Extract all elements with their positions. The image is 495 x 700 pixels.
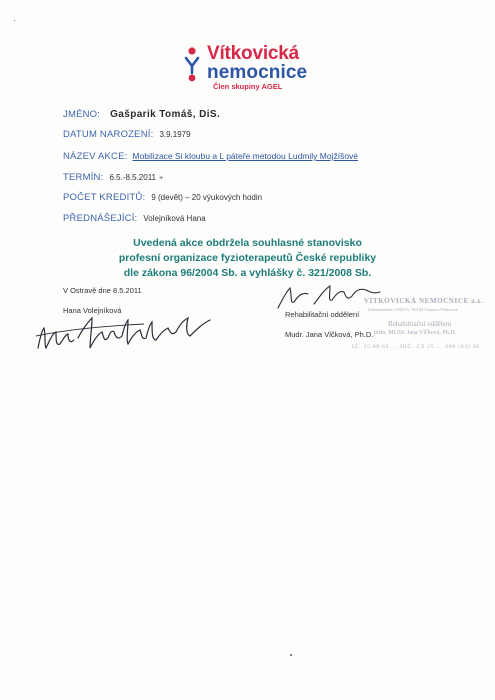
field-event-value: Mobilizace Si kloubu a L páteře metodou Ludmily Mojžíšové: [132, 151, 359, 161]
stamp-line5: IČ: 25 88 65 ... DIČ: CZ 25 ... 686 (63) 36: [352, 344, 480, 350]
field-term: [63, 170, 163, 185]
right-department: Rehabilitační oddělení: [285, 310, 360, 319]
stray-mark: [290, 654, 292, 656]
field-name: [63, 107, 220, 121]
field-term-mark: +: [159, 175, 164, 182]
field-term-value: 6.5.-8.5.2011: [109, 173, 157, 182]
field-lecturer: [63, 211, 206, 225]
field-name-label: JMÉNO:: [63, 109, 101, 120]
field-event-label: NÁZEV AKCE:: [63, 151, 128, 162]
left-signer-name: Hana Volejníková: [63, 306, 122, 315]
hospital-stamp: [352, 297, 485, 377]
stamp-line1: VÍTKOVICKÁ NEMOCNICE a.s.: [364, 297, 484, 305]
logo-name-line2: nemocnice: [207, 62, 308, 83]
approval-statement: [70, 236, 425, 281]
field-event: [63, 149, 358, 163]
logo-name-line1: Vítkovická: [207, 43, 299, 64]
hospital-logo: [183, 44, 313, 92]
approval-statement-line2: profesní organizace fyzioterapeutů České republiky: [118, 252, 377, 264]
approval-statement-line3: dle zákona 96/2004 Sb. a vyhlášky č. 321/2008 Sb.: [123, 267, 372, 279]
field-lecturer-value: Volejníková Hana: [143, 214, 206, 223]
place-date: V Ostravě dne 8.5.2011: [63, 286, 142, 295]
stamp-line2: Zalužanského 1192/15, 703 84 Ostrava-Vítkovice: [368, 307, 458, 312]
field-name-value: Gašparik Tomáš, DiS.: [110, 109, 221, 120]
field-credits-value: 9 (devět) – 20 výukových hodin: [151, 193, 263, 202]
approval-statement-line1: Uvedená akce obdržela souhlasné stanovisko: [133, 237, 362, 249]
field-dob-label: DATUM NAROZENÍ:: [63, 129, 154, 140]
left-signature: [34, 310, 214, 356]
field-term-label: TERMÍN:: [63, 172, 104, 183]
stamp-line3: Rehabilitační oddělení: [388, 320, 452, 328]
field-credits-label: POČET KREDITŮ:: [63, 192, 146, 203]
field-credits: [63, 190, 262, 204]
field-dob-value: 3.9.1979: [159, 130, 191, 139]
field-lecturer-label: PŘEDNÁŠEJÍCÍ:: [63, 213, 138, 224]
stamp-line4: prim. MUDr. Jana Vlčková, Ph.D.: [374, 330, 457, 336]
right-signer-name: Mudr. Jana Vlčková, Ph.D.: [285, 330, 374, 339]
stray-mark: [14, 20, 15, 21]
hospital-logo-icon: [183, 46, 201, 82]
field-dob: [63, 127, 191, 141]
logo-subtitle: Člen skupiny AGEL: [213, 82, 283, 91]
